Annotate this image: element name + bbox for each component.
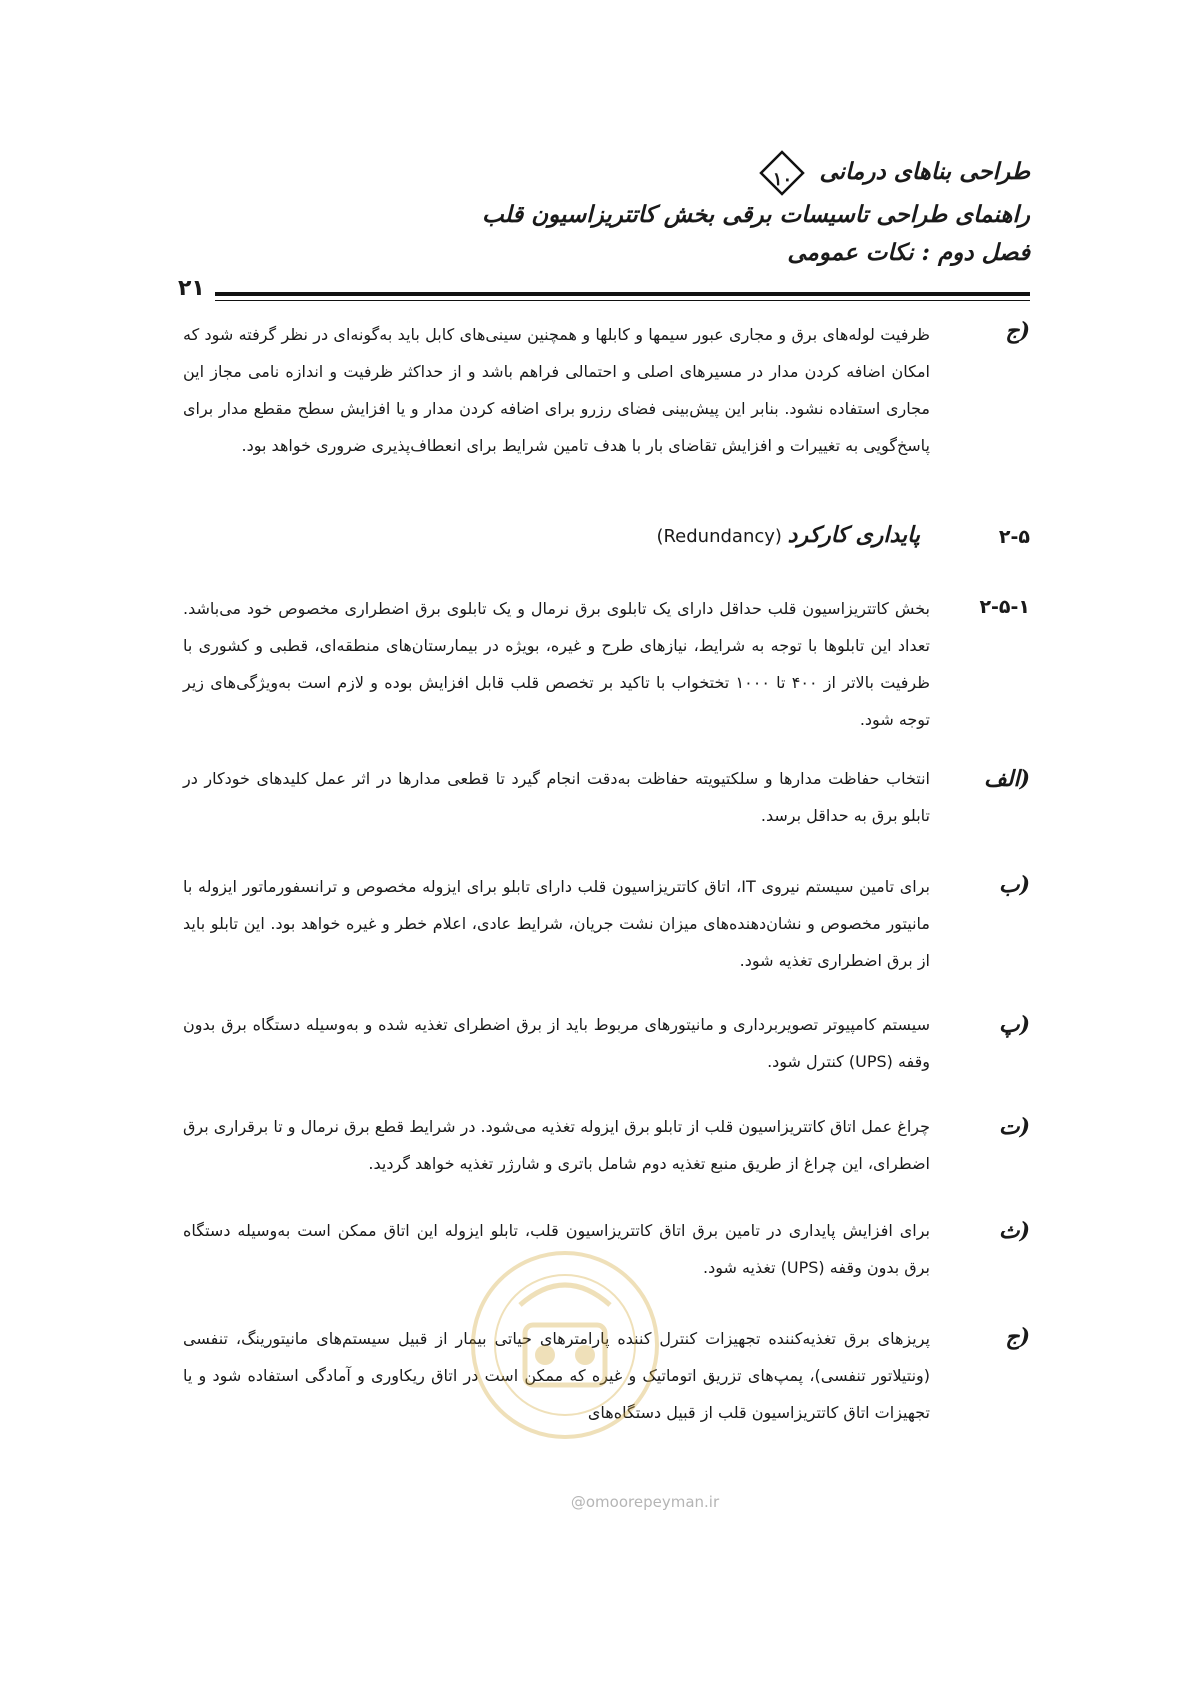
item-marker: ث): [998, 1218, 1030, 1244]
guide-title: راهنمای طراحی تاسیسات برقی بخش کاتتریزاسیون قلب: [482, 201, 1030, 228]
series-title-text: طراحی بناهای درمانی: [819, 158, 1030, 185]
item-marker: پ): [998, 1012, 1030, 1038]
section-number: ۲-۵: [998, 526, 1030, 548]
paragraph: برای افزایش پایداری در تامین برق اتاق کاتتریزاسیون قلب، تابلو ایزوله این اتاق ممکن است به‌وسیله دستگاه برق بدون وقفه (UPS) تغذیه شود.: [183, 1221, 930, 1277]
book-series-title: [330, 150, 1030, 196]
page-header: [330, 150, 1030, 272]
item-marker: ت): [998, 1114, 1030, 1140]
paragraph: ظرفیت لوله‌های برق و مجاری عبور سیمها و کابلها و همچنین سینی‌های کابل باید به‌گونه‌ای در نظر گرفته شود که امکان اضافه کردن مدار در مسیرهای اصلی و احتمالی فراهم باشد و از حداکثر ظرفیت و اندازه نامی مجاز این مجاری استفاده نشود. بنابر این پیش‌بینی فضای رزرو برای اضافه کردن مدار و یا افزایش سطح مقطع مدار برای پاسخ‌گویی به تغییرات و افزایش تقاضای بار با هدف تامین شرایط برای انعطاف‌پذیری ضروری خواهد بود.: [183, 325, 930, 455]
footer-watermark: @omoorepeyman.ir: [570, 1493, 720, 1511]
section-heading: [656, 522, 920, 548]
subsection-number: ۲-۵-۱: [979, 596, 1030, 618]
paragraph: پریزهای برق تغذیه‌کننده تجهیزات کنترل کننده پارامترهای حیاتی بیمار از قبیل سیستم‌های مانیتورینگ، تنفسی (ونتیلاتور تنفسی)، پمپ‌های تزریق اتوماتیک و غیره که ممکن است در اتاق ریکاوری و آمادگی استفاده شود و یا تجهیزات اتاق کاتتریزاسیون قلب از قبیل دستگاه‌های: [183, 1329, 930, 1422]
item-marker: ب): [998, 872, 1030, 898]
paragraph: برای تامین سیستم نیروی IT، اتاق کاتتریزاسیون قلب دارای تابلو برای ایزوله مخصوص و ترانسفورماتور ایزوله با مانیتور مخصوص و نشان‌دهنده‌های میزان نشت جریان، شرایط عادی، اعلام خطر و غیره خواهد بود. این تابلو باید از برق اضطراری تغذیه شود.: [183, 877, 930, 970]
item-marker: الف): [983, 766, 1030, 792]
chapter-title: فصل دوم : نکات عمومی: [787, 239, 1030, 266]
paragraph: بخش کاتتریزاسیون قلب حداقل دارای یک تابلوی برق نرمال و یک تابلوی برق اضطراری مخصوص خود می‌باشد. تعداد این تابلوها با توجه به شرایط، نیازهای طرح و غیره، بویژه در بیمارستان‌های منطقه‌ای، قطبی و کشوری با ظرفیت بالاتر از ۴۰۰ تا ۱۰۰۰ تختخواب با تاکید بر تخصص قلب قابل افزایش بوده و لازم است به‌ویژگی‌های زیر توجه شود.: [183, 599, 930, 729]
watermark-seal-icon: [465, 1245, 665, 1445]
volume-number-badge: [759, 150, 805, 196]
page-number: ۲۱: [178, 276, 205, 301]
paragraph: سیستم کامپیوتر تصویربرداری و مانیتورهای مربوط باید از برق اضطرای تغذیه شده و به‌وسیله دستگاه برق بدون وقفه (UPS) کنترل شود.: [183, 1015, 930, 1071]
section-subtitle: (Redundancy): [656, 526, 782, 547]
header-rule-thin: [215, 300, 1030, 301]
paragraph: انتخاب حفاظت مدارها و سلکتیویته حفاظت به‌دقت انجام گیرد تا قطعی مدارها در اثر عمل کلیدهای خودکار در تابلو برق به حداقل برسد.: [183, 769, 930, 825]
paragraph: چراغ عمل اتاق کاتتریزاسیون قلب از تابلو برق ایزوله تغذیه می‌شود. در شرایط قطع برق نرمال و تا برقراری برق اضطرای، این چراغ از طریق منبع تغذیه دوم شامل باتری و شارژر تغذیه خواهد گردید.: [183, 1117, 930, 1173]
item-marker: ج): [1005, 1324, 1030, 1350]
section-title: پایداری کارکرد: [787, 522, 920, 548]
item-marker: ج): [1005, 318, 1030, 344]
header-rule-thick: [215, 292, 1030, 296]
volume-number: ۱۰: [772, 169, 793, 190]
